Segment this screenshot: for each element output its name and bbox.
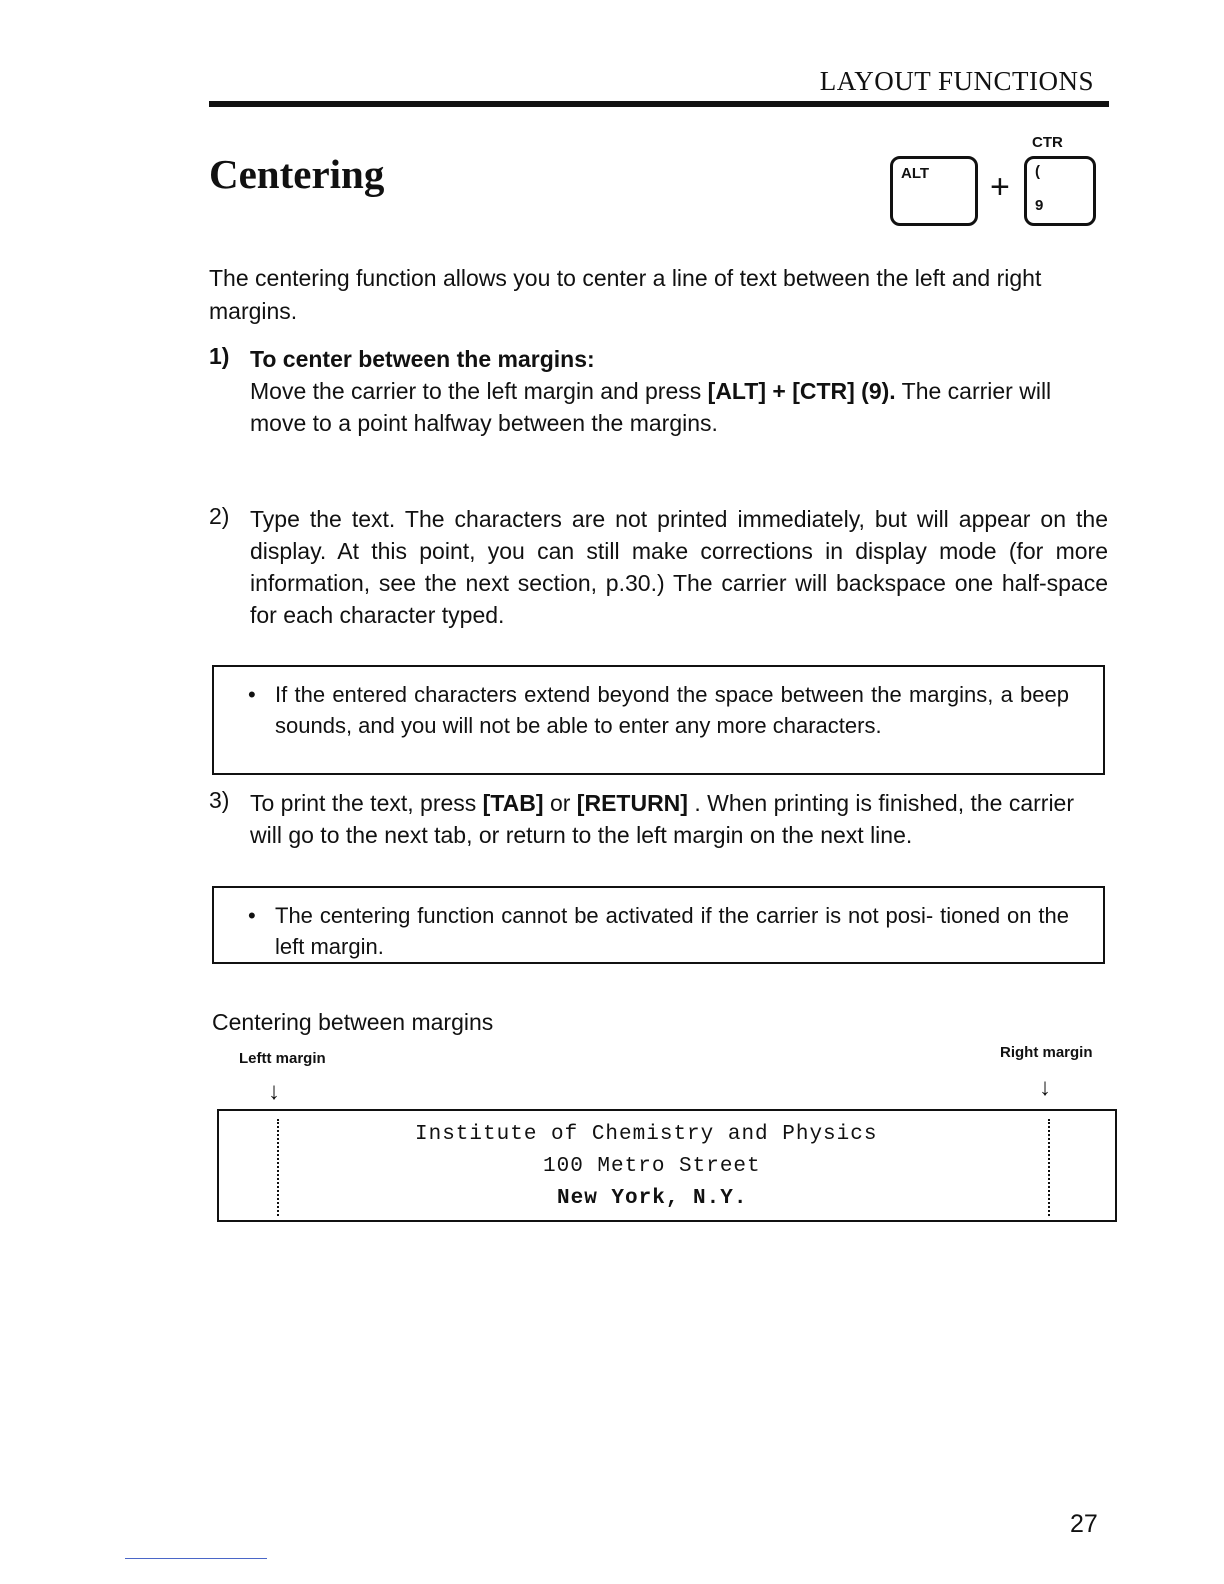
step-3-text-a: To print the text, press: [250, 790, 483, 816]
page-title: Centering: [209, 151, 385, 197]
step-3-number: 3): [209, 787, 230, 813]
step-3-text-b: . When printing is finished, the carrier will go to the next tab, or return to the left margin on the next line.: [250, 790, 1075, 848]
note-beep-text: If the entered characters extend beyond the space between the margins, a beep sounds, and you will not be able to enter any more characters.: [275, 682, 1069, 738]
note-centering-text: The centering function cannot be activated if the carrier is not posi- tioned on the left margin.: [275, 903, 1069, 959]
step-1-text-b: The carrier will move to a point halfway between the margins.: [250, 378, 1052, 436]
figure-line-1: Institute of Chemistry and Physics: [415, 1123, 878, 1146]
step-1-key-combo: [ALT] + [CTR] (9).: [707, 378, 896, 404]
ctr-key-bottom-label: 9: [1035, 197, 1044, 214]
step-3-return-key: [RETURN]: [576, 790, 688, 816]
step-1-heading: To center between the margins:: [250, 346, 595, 372]
intro-paragraph: The centering function allows you to center a line of text between the left and right margins.: [209, 265, 1042, 324]
figure-line-2: 100 Metro Street: [543, 1155, 761, 1178]
bullet: •: [248, 903, 256, 928]
ctr-key-top-label: (: [1035, 163, 1040, 180]
page-number: 27: [1070, 1510, 1098, 1538]
bottom-rule: [125, 1558, 267, 1559]
figure-line-3: New York, N.Y.: [557, 1187, 748, 1210]
right-margin-label: Right margin: [1000, 1044, 1093, 1061]
step-1-text: [250, 375, 1108, 439]
right-margin-arrow-icon: ↓: [1039, 1074, 1051, 1101]
bullet: •: [248, 682, 256, 707]
left-margin-arrow-icon: ↓: [268, 1078, 280, 1105]
step-3-or: or: [543, 790, 577, 816]
step-2-text: Type the text. The characters are not printed immediately, but will appear on the display. At this point, you can still make corrections in display mode (for more information, see the next section, p.30.) The carrier will backspace one half-space for each character typed.: [250, 506, 1108, 628]
step-3-tab-key: [TAB]: [482, 790, 544, 816]
alt-key-label: ALT: [901, 165, 930, 182]
left-margin-dotted-line: [277, 1119, 279, 1216]
step-2-number: 2): [209, 503, 230, 529]
ctr-key-label: CTR: [1032, 134, 1063, 151]
centering-figure-box: [217, 1109, 1117, 1222]
step-1-number: 1): [209, 343, 230, 369]
plus-sign: +: [990, 168, 1010, 206]
header-rule: [209, 101, 1109, 107]
note-box-centering: [212, 886, 1105, 964]
ctr-9-key-icon: [1024, 156, 1096, 226]
figure-caption: Centering between margins: [212, 1009, 494, 1035]
note-box-beep: [212, 665, 1105, 775]
right-margin-dotted-line: [1048, 1119, 1050, 1216]
alt-key-icon: [890, 156, 978, 226]
step-1-text-a: Move the carrier to the left margin and press: [250, 378, 708, 404]
left-margin-label: Leftt margin: [239, 1050, 326, 1067]
step-3-text: [250, 787, 1108, 851]
section-header: LAYOUT FUNCTIONS: [819, 66, 1094, 96]
